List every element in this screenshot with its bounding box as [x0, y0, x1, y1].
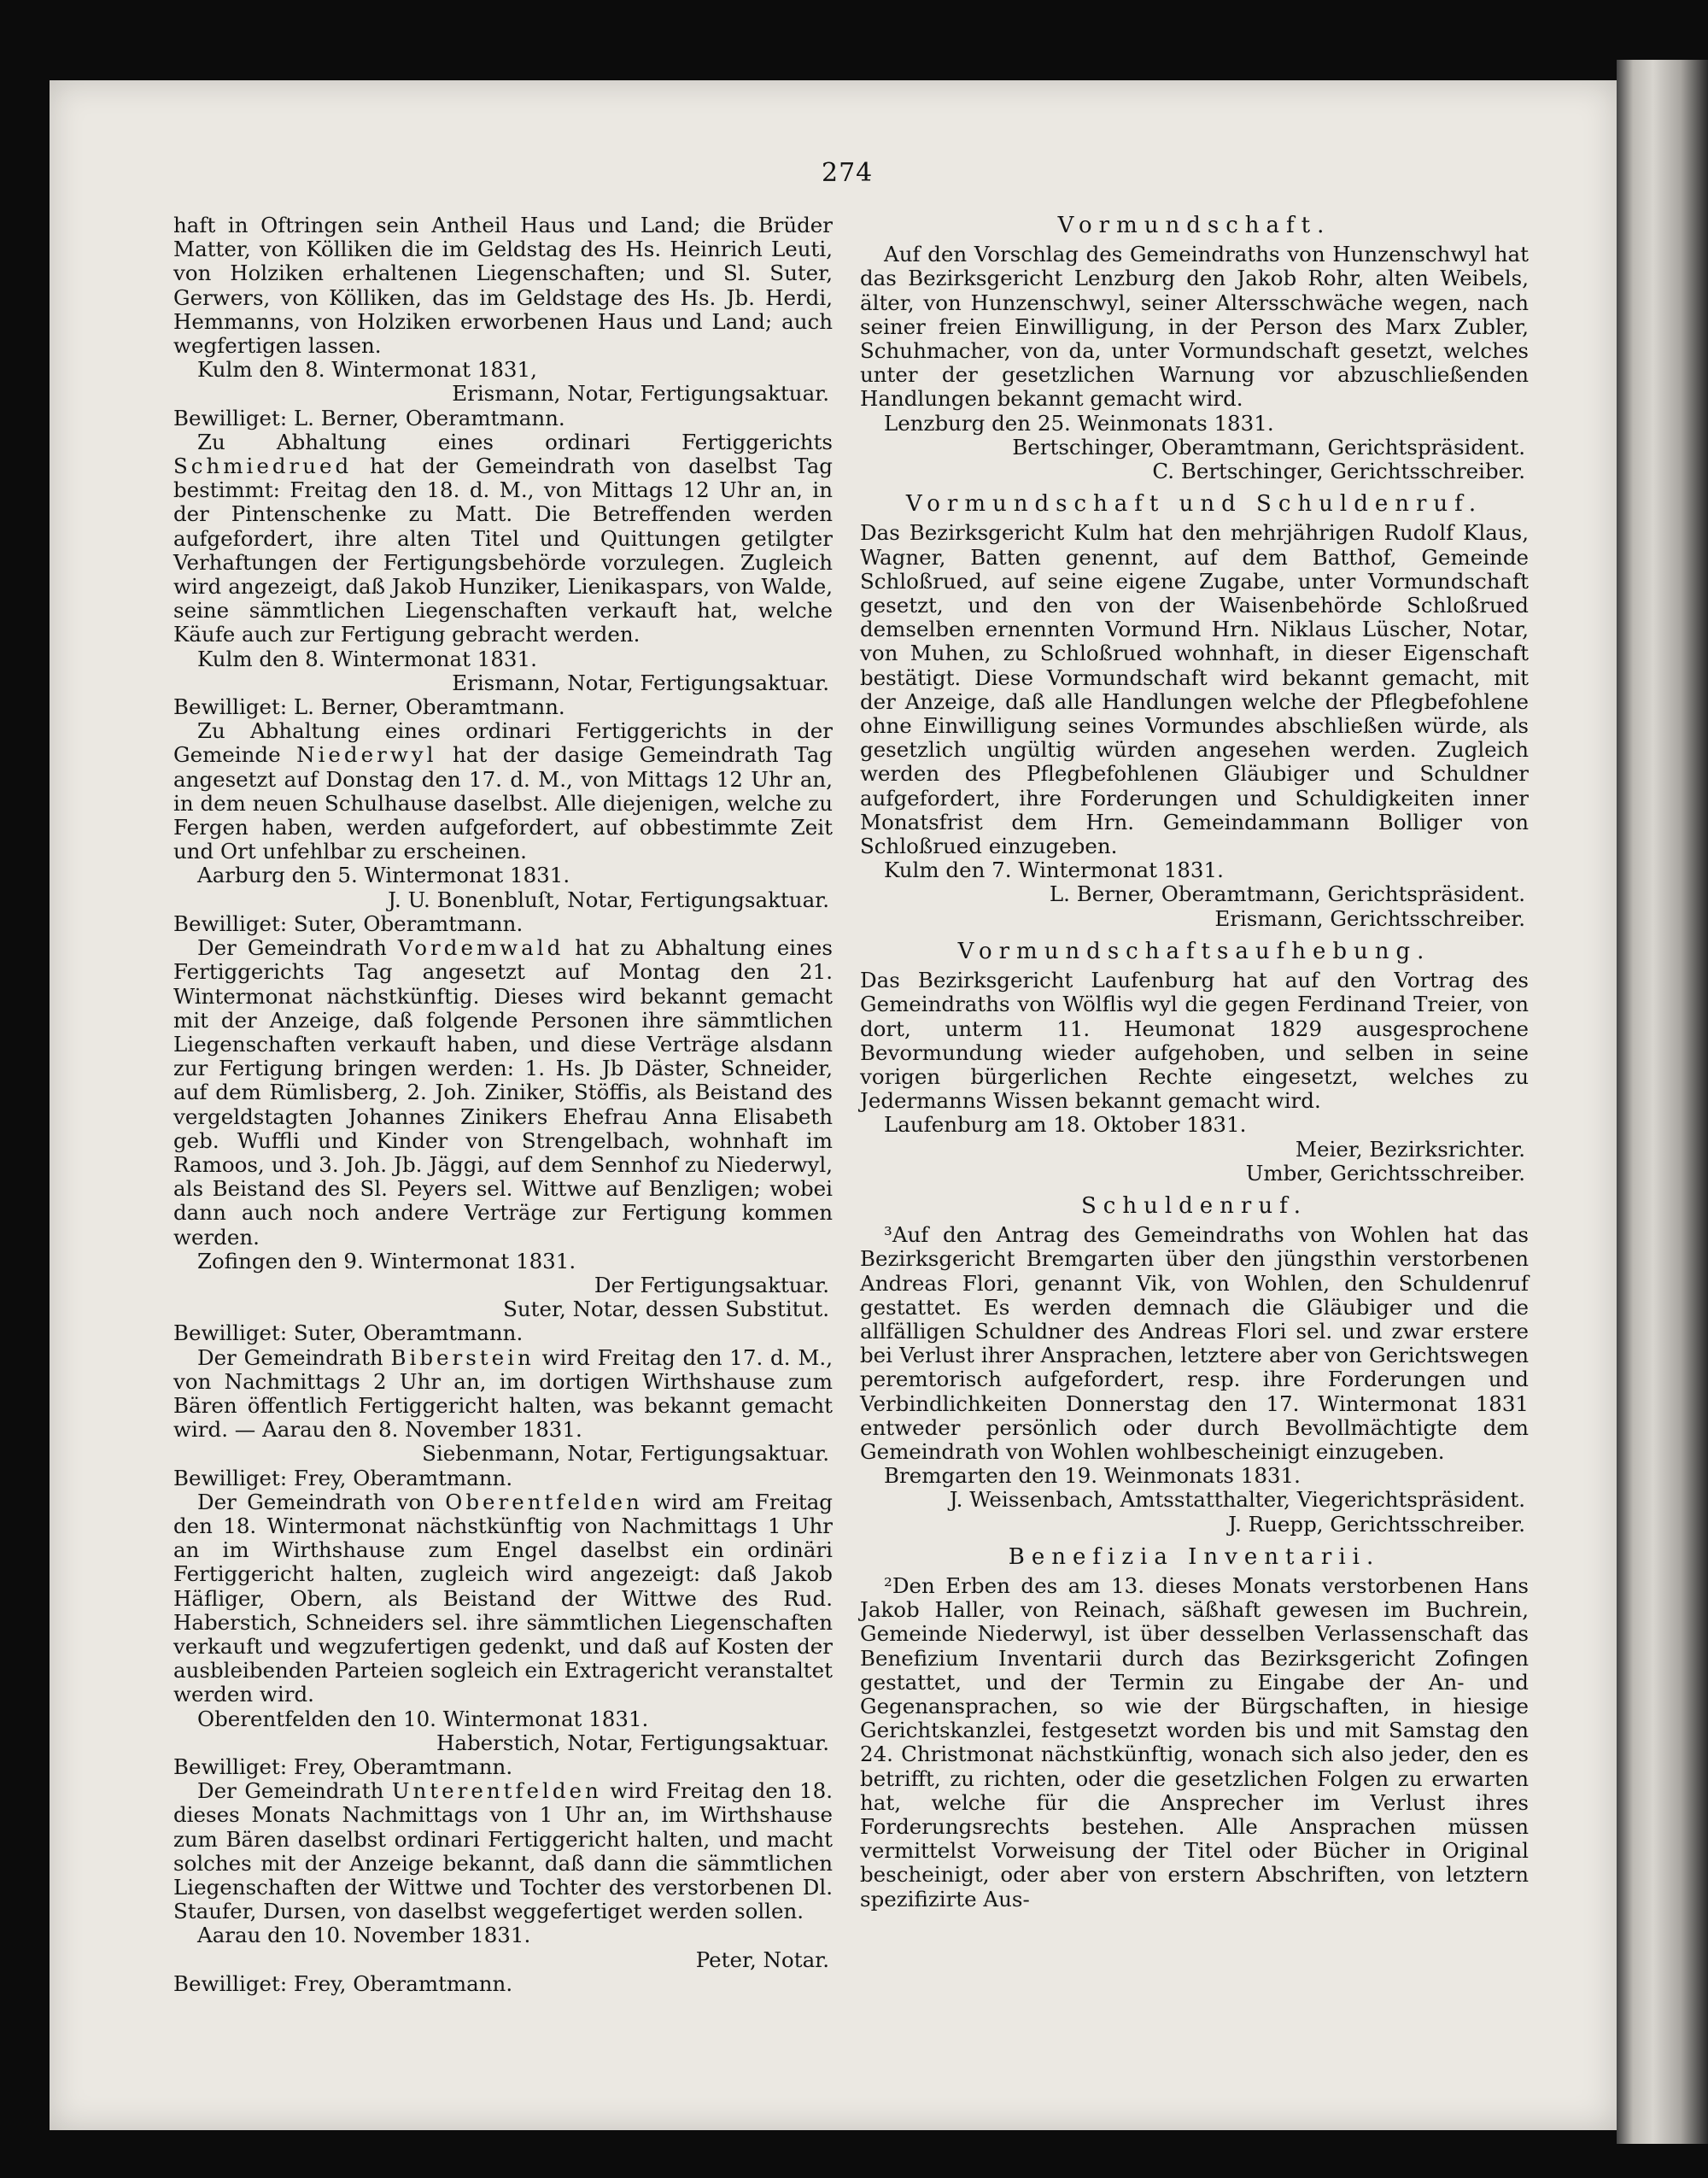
notice-date: Aarau den 10. November 1831.	[197, 1923, 531, 1948]
notice-signature: Siebenmann, Notar, Fertigungsaktuar.	[422, 1441, 829, 1467]
notice-date: Aarburg den 5. Wintermonat 1831.	[197, 863, 570, 888]
notice-signature: J. Weissenbach, Amtsstatthalter, Viegerichtspräsident.	[949, 1487, 1525, 1513]
left-column	[173, 214, 833, 1996]
notice-vordemwald	[173, 936, 833, 1250]
section-heading-aufhebung: Vormundschaftsaufhebung.	[957, 938, 1431, 964]
notice-date: Kulm den 8. Wintermonat 1831.	[197, 646, 537, 671]
notice-date: Bremgarten den 19. Weinmonats 1831.	[884, 1463, 1301, 1489]
section-heading-schuldenruf: Schuldenruf.	[1080, 1192, 1308, 1219]
notice-approval: Bewilliget: Frey, Oberamtmann.	[173, 1465, 513, 1490]
place-name: Oberentfelden	[445, 1489, 643, 1514]
notice-signature: Bertschinger, Oberamtmann, Gerichtspräsident.	[1012, 434, 1525, 460]
page-number: 274	[822, 158, 874, 188]
notice-text: hat zu Abhaltung eines Fertiggerichts Tag angesetzt auf Montag den 21. Wintermonat nächstkünftig. Dieses wird bekannt gemacht mit der Anzeige, daß folgende Personen ihre sämmtlichen Liegenschaften verkauft haben, und diese Verträge alsdann zur Fertigung bringen werden: 1. Hs. Jb Däster, Schneider, auf dem Rümlisberg, 2. Joh. Ziniker, Stöffis, als Beistand des vergeldstagten Johannes Zinikers Ehefrau Anna Elisabeth geb. Wuffli und Kinder von Strengelbach, wohnhaft im Ramoos, und 3. Joh. Jb. Jäggi, auf dem Sennhof zu Niederwyl, als Beistand des Sl. Peyers sel. Wittwe auf Benzligen; wobei dann auch noch andere Verträge zur Fertigung kommen werden.	[173, 935, 833, 1250]
notice-text: Zu Abhaltung eines ordinari Fertiggerichts	[197, 429, 833, 454]
notice-niederwyl	[173, 719, 833, 864]
notice-body: Auf den Vorschlag des Gemeindraths von Hunzenschwyl hat das Bezirksgericht Lenzburg den Jakob Rohr, alten Weibels, älter, von Hunzenschwyl, seiner Altersschwäche wegen, nach seiner freien Einwilligung, in der Person des Marx Zubler, Schuhmacher, von da, unter Vormundschaft gesetzt, welches unter der gesetzlichen Warnung vor abzuschließenden Handlungen bekannt gemacht wird.	[860, 242, 1529, 412]
notice-date: Laufenburg am 18. Oktober 1831.	[884, 1112, 1247, 1138]
notice-signature: Peter, Notar.	[695, 1947, 829, 1972]
notice-approval: Bewilliget: L. Berner, Oberamtmann.	[173, 405, 565, 430]
notice-biberstein	[173, 1346, 833, 1443]
notice-signature: C. Bertschinger, Gerichtsschreiber.	[1152, 459, 1525, 484]
notice-text: hat der dasige Gemeindrath Tag angesetzt auf Donstag den 17. d. M., von Mittags 12 Uhr an, in dem neuen Schulhause daselbst. Alle diejenigen, welche zu Fergen haben, werden aufgefordert, auf obbestimmte Zeit und Ort unfehlbar zu erscheinen.	[173, 742, 833, 864]
notice-text: Der Gemeindrath	[197, 1344, 383, 1370]
notice-date: Oberentfelden den 10. Wintermonat 1831.	[197, 1706, 649, 1731]
notice-body: Das Bezirksgericht Laufenburg hat auf den Vortrag des Gemeindraths von Wölflis wyl die gegen Ferdinand Treier, von dort, unterm 11. Heumonat 1829 ausgesprochene Bevormundung wieder aufgehoben, und selben in seine vorigen bürgerlichen Rechte eingesetzt, welches zu Jedermanns Wissen bekannt gemacht wird.	[860, 968, 1529, 1114]
notice-approval: Bewilliget: Suter, Oberamtmann.	[173, 910, 524, 936]
notice-text: wird Freitag den 18. dieses Monats Nachmittags von 1 Uhr an, im Wirthshause zum Bären daselbst ordinari Fertiggericht halten, und macht solches mit der Anzeige bekannt, daß dann die sämmtlichen Liegenschaften der Wittwe und Tochter des verstorbenen Dl. Staufer, Dursen, von daselbst weggefertiget werden sollen.	[173, 1778, 833, 1924]
notice-approval: Bewilliget: L. Berner, Oberamtmann.	[173, 694, 565, 720]
notice-schmiedrued	[173, 430, 833, 647]
notice-approval: Bewilliget: Suter, Oberamtmann.	[173, 1320, 524, 1346]
notice-signature: J. Ruepp, Gerichtsschreiber.	[1228, 1511, 1525, 1537]
notice-signature: Erismann, Notar, Fertigungsaktuar.	[452, 670, 829, 695]
notice-body: Das Bezirksgericht Kulm hat den mehrjährigen Rudolf Klaus, Wagner, Batten genennt, auf dem Batthof, Gemeinde Schloßrued, auf seine eigene Zugabe, unter Vormundschaft gesetzt, und den von der Waisenbehörde Schloßrued demselben ernennten Vormund Hrn. Niklaus Lüscher, Notar, von Muhen, zu Schloßrued wohnhaft, in dieser Eigenschaft bestätigt. Diese Vormundschaft wird bekannt gemacht, mit der Anzeige, daß alle Handlungen welche der Pflegbefohlene ohne Einwilligung seines Vormundes abschließen würde, als gesetzlich ungültig würden angesehen werden. Zugleich werden des Pflegbefohlenen Gläubiger und Schuldner aufgefordert, ihre Forderungen und Schuldigkeiten inner Monatsfrist dem Hrn. Gemeindammann Bolliger von Schloßrued einzugeben.	[860, 520, 1529, 859]
notice-signature: Erismann, Gerichtsschreiber.	[1214, 905, 1525, 931]
notice-approval: Bewilliget: Frey, Oberamtmann.	[173, 1970, 513, 1996]
notice-date: Kulm den 8. Wintermonat 1831,	[197, 357, 537, 383]
notice-text: wird Freitag den 17. d. M., von Nachmittags 2 Uhr an, im dortigen Wirthshause zum Bären öffentlich Fertiggericht halten, was bekannt gemacht wird. — Aarau den 8. November 1831.	[173, 1344, 833, 1443]
notice-signature: J. U. Bonenbluſt, Notar, Fertigungsaktuar.	[388, 887, 829, 912]
notice-signature: Suter, Notar, dessen Substitut.	[503, 1297, 829, 1322]
notice-approval: Bewilliget: Frey, Oberamtmann.	[173, 1754, 513, 1779]
notice-text: Zu Abhaltung eines ordinari Fertiggerichts in der Gemeinde	[173, 718, 833, 768]
notice-signature: Der Fertigungsaktuar.	[594, 1272, 829, 1297]
notice-date: Zofingen den 9. Wintermonat 1831.	[197, 1248, 576, 1273]
notice-signature: L. Berner, Oberamtmann, Gerichtspräsident.	[1049, 881, 1525, 907]
right-column	[860, 214, 1529, 1912]
notice-date: Kulm den 7. Wintermonat 1831.	[884, 858, 1224, 883]
section-heading-schuldenruf-vormundschaft: Vormundschaft und Schuldenruf.	[905, 491, 1483, 518]
notice-text: Der Gemeindrath	[197, 935, 387, 961]
notice-signature: Umber, Gerichtsschreiber.	[1245, 1160, 1525, 1186]
notice-text: Der Gemeindrath	[197, 1778, 384, 1804]
notice-signature: Haberstich, Notar, Fertigungsaktuar.	[436, 1730, 829, 1755]
place-name: Biberstein	[390, 1344, 535, 1370]
notice-body: ²Den Erben des am 13. dieses Monats verstorbenen Hans Jakob Haller, von Reinach, säßhaft gewesen im Buchrein, Gemeinde Niederwyl, ist über desselben Verlassenschaft das Benefizium Inventarii durch das Bezirksgericht Zofingen gestattet, und der Termin zu Eingabe der An- und Gegenansprachen, so wie der Bürgschaften, in hiesige Gerichtskanzlei, festgesetzt worden bis und mit Samstag den 24. Christmonat nächstkünftig, wonach sich also jeder, den es betrifft, zu richten, oder die gesetzlichen Folgen zu erwarten hat, welche für die Ansprecher im Verlust ihres Forderungsrechts bestehen. Alle Ansprachen müssen vermittelst Vorweisung der Titel oder Bücher in Original bescheinigt, oder aber von erstern Abschriften, von letztern spezifizirte Aus-	[860, 1572, 1529, 1912]
notice-continuation: haft in Oftringen sein Antheil Haus und Land; die Brüder Matter, von Kölliken die im Geldstag des Hs. Heinrich Leuti, von Holziken erhaltenen Liegenschaften; und Sl. Suter, Gerwers, von Kölliken, das im Geldstage des Hs. Jb. Herdi, Hemmanns, von Holziken erworbenen Haus und Land; auch wegfertigen lassen.	[173, 213, 833, 359]
notice-body: ³Auf den Antrag des Gemeindraths von Wohlen hat das Bezirksgericht Bremgarten über den jüngsthin verstorbenen Andreas Flori, genannt Vik, von Wohlen, den Schuldenruf gestattet. Es werden demnach die Gläubiger und die allfälligen Schuldner des Andreas Flori sel. und zwar erstere bei Verlust ihrer Ansprachen, letztere aber von Gerichtswegen peremtorisch aufgefordert, resp. ihre Forderungen und Verbindlichkeiten Donnerstag den 17. Wintermonat 1831 entweder persönlich oder durch Bevollmächtigte dem Gemeindrath von Wohlen wohlbescheinigt einzugeben.	[860, 1222, 1529, 1464]
place-name: Schmiedrued	[173, 454, 353, 479]
notice-date: Lenzburg den 25. Weinmonats 1831.	[884, 410, 1274, 436]
place-name: Vordemwald	[397, 935, 564, 961]
notice-signature: Meier, Bezirksrichter.	[1295, 1136, 1525, 1162]
section-heading-benefizia: Benefizia Inventarii.	[1008, 1543, 1381, 1570]
section-heading-vormundschaft: Vormundschaft.	[1057, 213, 1331, 238]
adjacent-page-edge	[1617, 60, 1708, 2144]
notice-text: hat der Gemeindrath von daselbst Tag bestimmt: Freitag den 18. d. M., von Mittags 12 Uhr an, in der Pintenschenke zu Matt. Die Betreffenden werden aufgefordert, ihre alten Titel und Quittungen getilgter Verhaftungen der Fertigungsbehörde vorzulegen. Zugleich wird angezeigt, daß Jakob Hunziker, Lienikaspars, von Walde, seine sämmtlichen Liegenschaften verkauft hat, welche Käufe auch zur Fertigung gebracht werden.	[173, 454, 833, 647]
place-name: Niederwyl	[296, 742, 437, 768]
notice-oberentfelden	[173, 1490, 833, 1707]
notice-signature: Erismann, Notar, Fertigungsaktuar.	[452, 381, 829, 407]
place-name: Unterentfelden	[391, 1778, 602, 1804]
notice-text: wird am Freitag den 18. Wintermonat nächstkünftig von Nachmittags 1 Uhr an im Wirthshause zum Engel daselbst ein ordinäri Fertiggericht halten, zugleich wird angezeigt: daß Jakob Häfliger, Obern, als Beistand der Wittwe des Rud. Haberstich, Schneiders sel. ihre sämmtlichen Liegenschaften verkauft und wegzufertigen gedenkt, und daß auf Kosten der ausbleibenden Parteien sogleich ein Extragericht veranstaltet werden wird.	[173, 1489, 833, 1707]
notice-unterentfelden	[173, 1779, 833, 1923]
notice-text: Der Gemeindrath von	[197, 1489, 435, 1514]
